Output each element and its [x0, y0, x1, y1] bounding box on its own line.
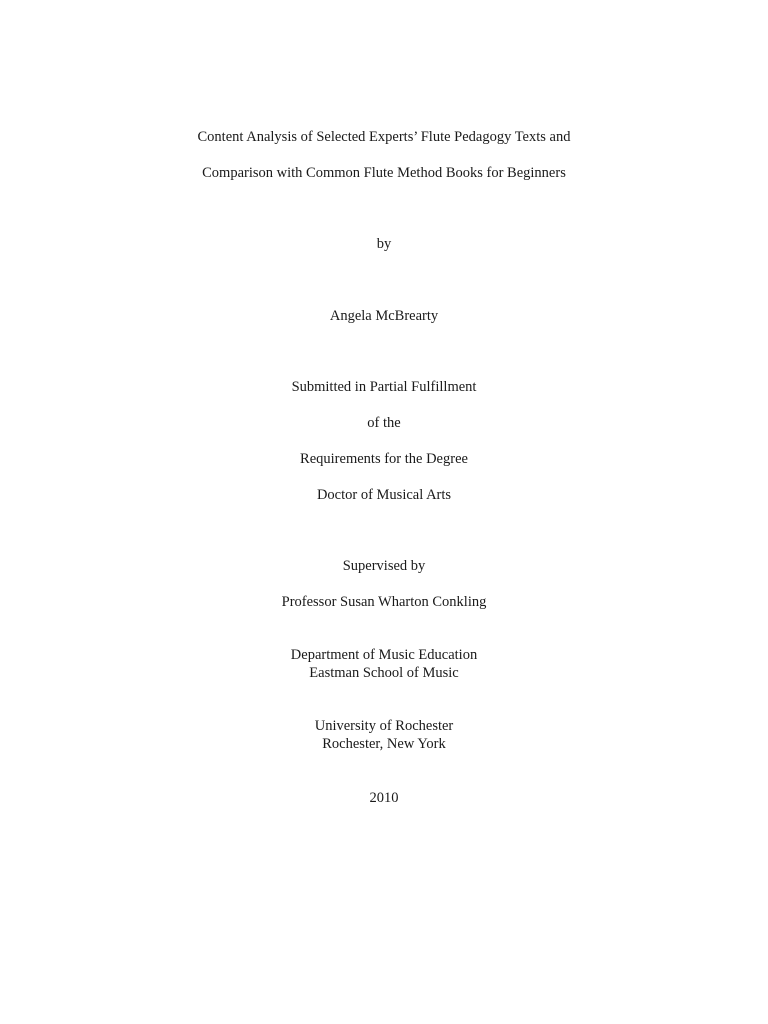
submission-line-2: of the	[367, 415, 401, 431]
author-name: Angela McBrearty	[329, 308, 439, 324]
submission-line-3: Requirements for the Degree	[300, 451, 468, 467]
supervised-by-label: Supervised by	[342, 558, 426, 574]
publication-year: 2010	[369, 790, 399, 806]
department-name: Department of Music Education	[290, 647, 478, 663]
university-name: University of Rochester	[314, 718, 454, 734]
degree-name: Doctor of Musical Arts	[316, 487, 452, 503]
by-label: by	[376, 236, 392, 252]
thesis-title-line-1: Content Analysis of Selected Experts’ Flute Pedagogy Texts and	[197, 129, 571, 145]
submission-line-1: Submitted in Partial Fulfillment	[291, 379, 477, 395]
thesis-title-line-2: Comparison with Common Flute Method Books for Beginners	[202, 165, 566, 181]
university-location: Rochester, New York	[322, 736, 446, 752]
school-name: Eastman School of Music	[309, 665, 459, 681]
supervisor-name: Professor Susan Wharton Conkling	[281, 594, 487, 610]
